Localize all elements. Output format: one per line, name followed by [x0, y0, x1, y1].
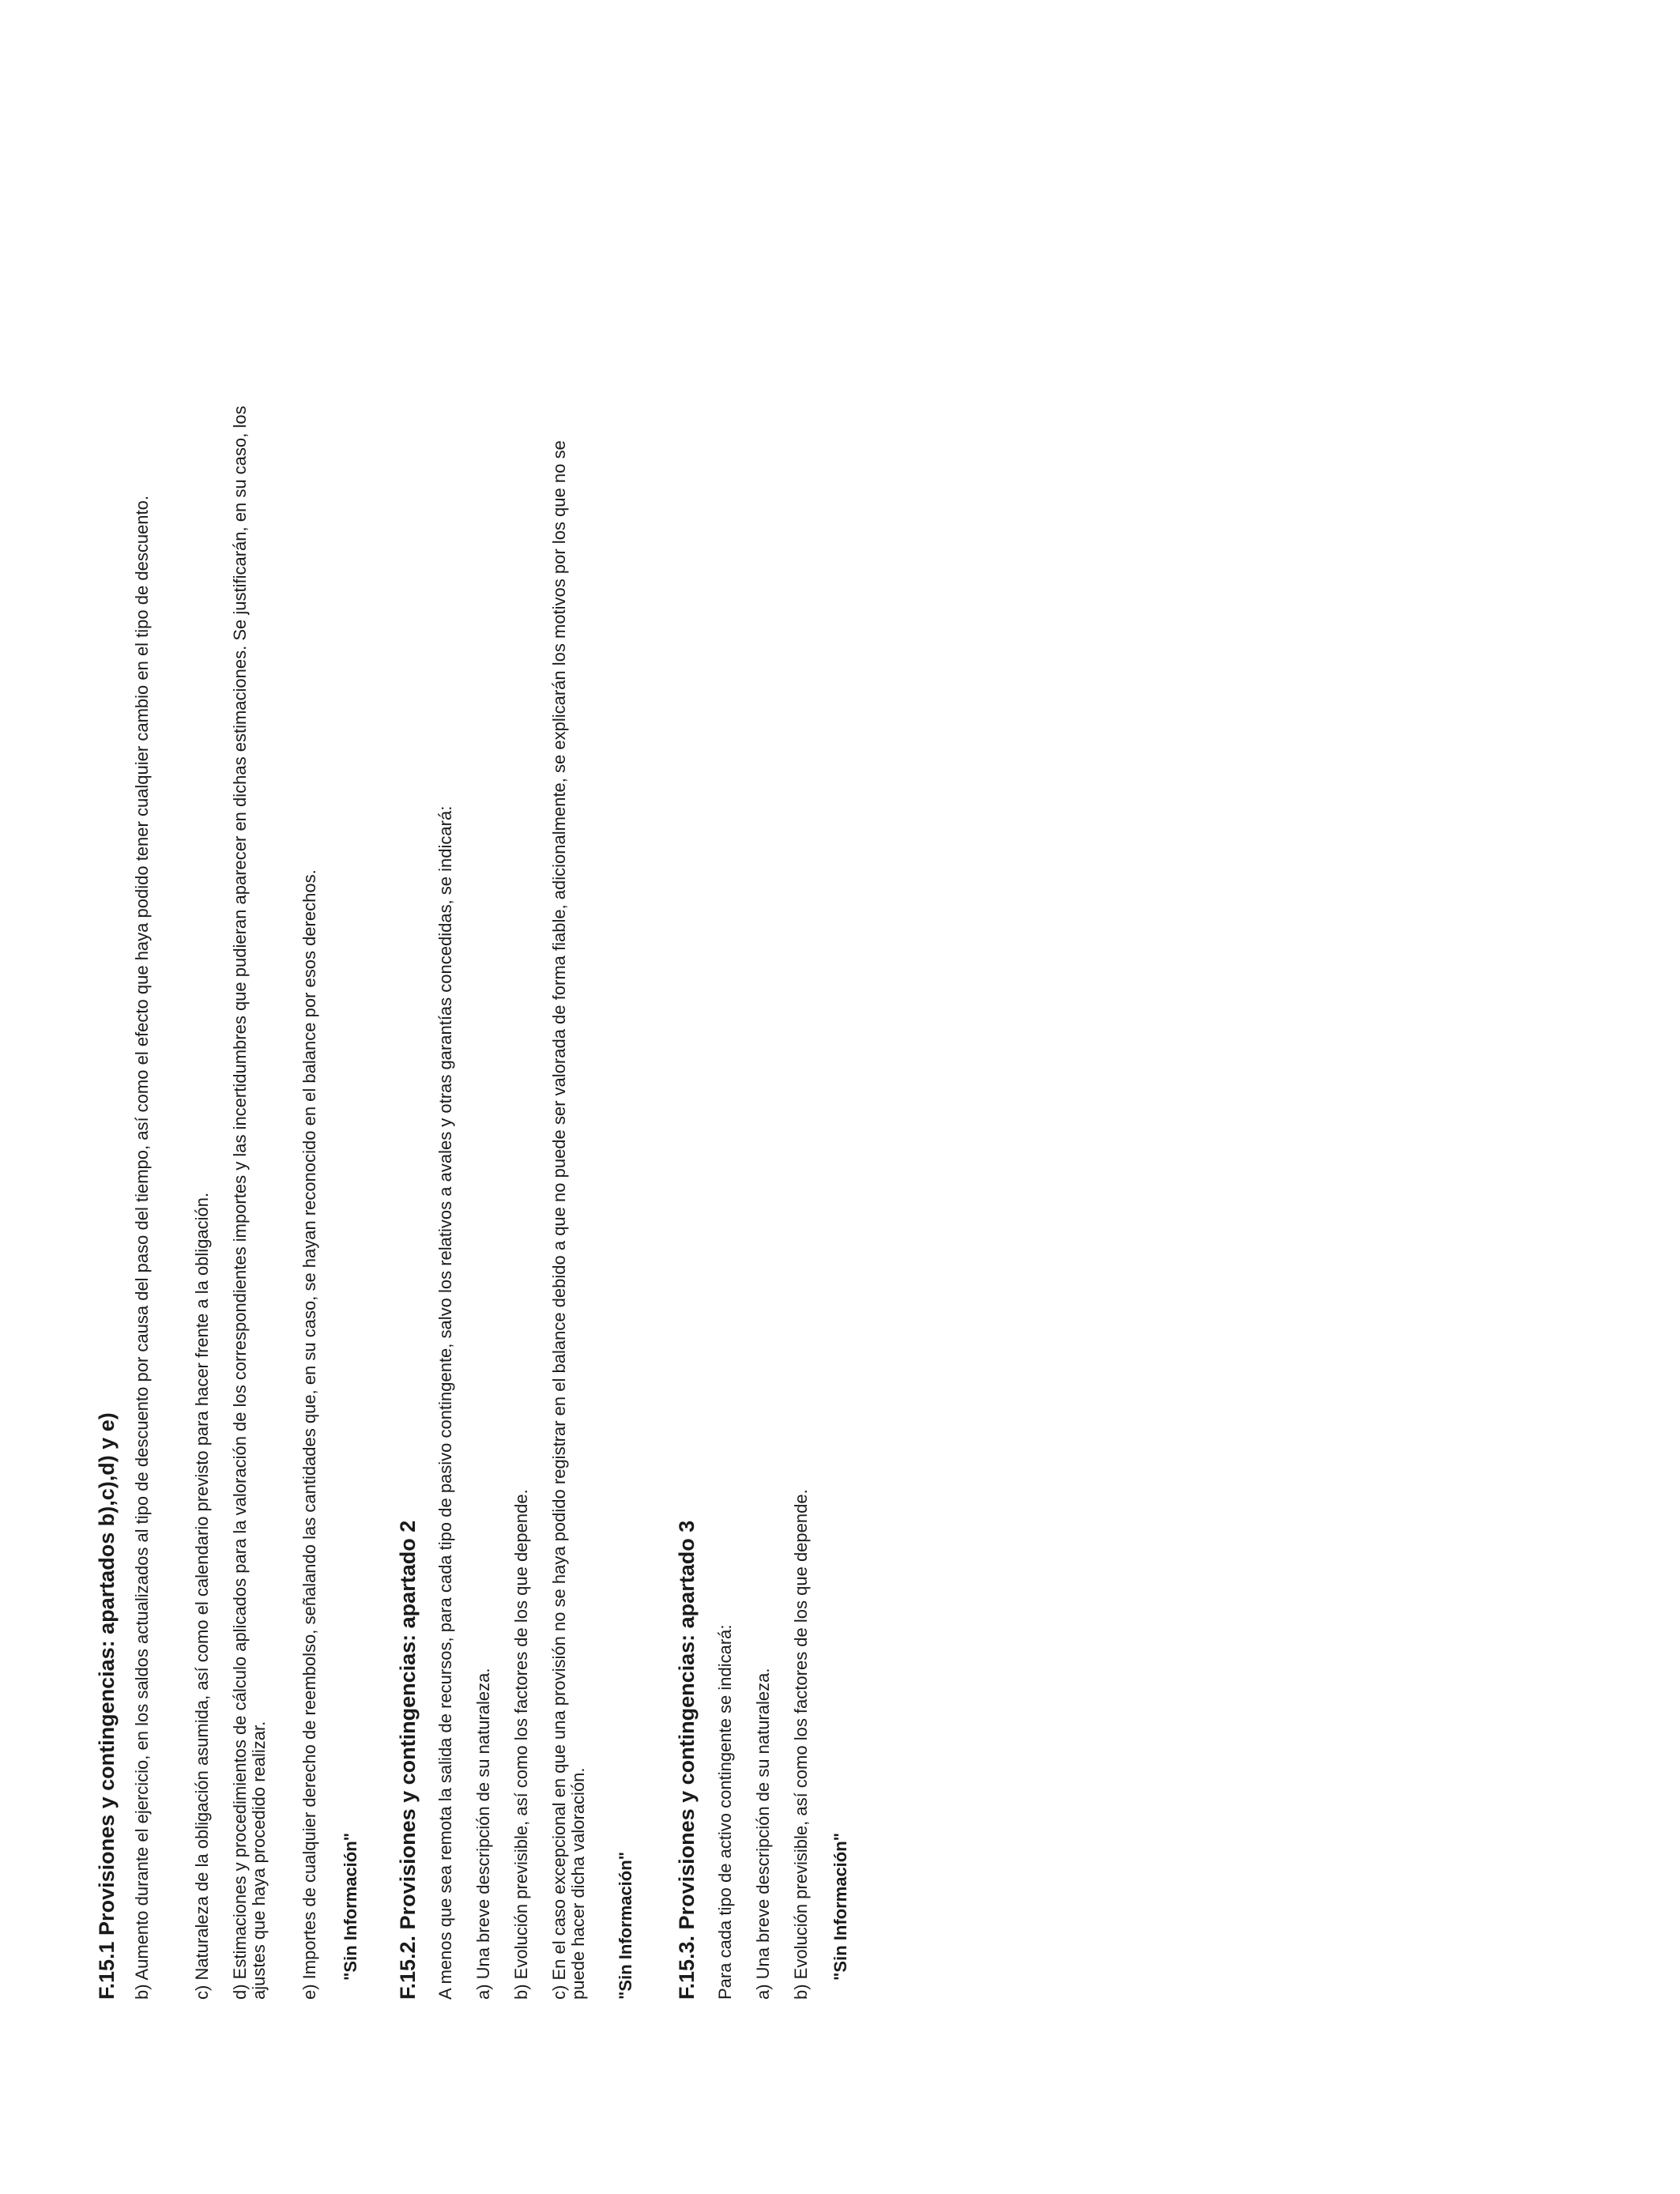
section-1-para-d: d) Estimaciones y procedimientos de cálculo aplicados para la valoración de los correspondientes importes y las incertidumbres que pudieran aparecer en dichas estimaciones. Se justificarán, en su caso, los ajustes que haya procedido realizar.	[230, 405, 269, 2000]
section-2-no-info: "Sin Información"	[616, 1851, 635, 2000]
section-1-heading: F.15.1 Provisiones y contingencias: apartados b),c),d) y e)	[95, 1412, 119, 2000]
section-2-para-c: c) En el caso excepcional en que una provisión no se haya podido registrar en el balance debido a que no puede ser valorada de forma fiable, adicionalmente, se explicarán los motivos por los que no se puede hacer dicha valoración.	[549, 440, 588, 2000]
section-3-para-b: b) Evolución previsible, así como los factores de los que depende.	[791, 1489, 811, 2000]
section-2-intro: A menos que sea remota la salida de recursos, para cada tipo de pasivo contingente, salvo los relativos a avales y otras garantías concedidas, se indicará:	[435, 805, 455, 2000]
section-1-para-c: c) Naturaleza de la obligación asumida, así como el calendario previsto para hacer frente a la obligación.	[192, 1192, 212, 2000]
rotated-page-content	[95, 182, 853, 2000]
section-2-para-b: b) Evolución previsible, así como los factores de los que depende.	[511, 1489, 531, 2000]
section-1-para-e: e) Importes de cualquier derecho de reembolso, señalando las cantidades que, en su caso, se hayan reconocido en el balance por esos derechos.	[299, 869, 319, 2000]
section-3-heading: F.15.3. Provisiones y contingencias: apartado 3	[675, 1520, 699, 2000]
section-2-para-a: a) Una breve descripción de su naturaleza.	[473, 1668, 493, 2000]
section-3-no-info: "Sin Información"	[831, 1832, 850, 1981]
section-2-heading: F.15.2. Provisiones y contingencias: apartado 2	[396, 1520, 420, 2000]
section-1-para-b: b) Aumento durante el ejercicio, en los saldos actualizados al tipo de descuento por causa del paso del tiempo, así como el efecto que haya podido tener cualquier cambio en el tipo de descuento.	[132, 496, 152, 2000]
section-1-no-info: "Sin Información"	[341, 1832, 360, 1981]
document-body	[95, 182, 853, 2000]
section-3-para-a: a) Una breve descripción de su naturaleza.	[753, 1668, 773, 2000]
section-3-intro: Para cada tipo de activo contingente se indicará:	[715, 1624, 735, 2000]
